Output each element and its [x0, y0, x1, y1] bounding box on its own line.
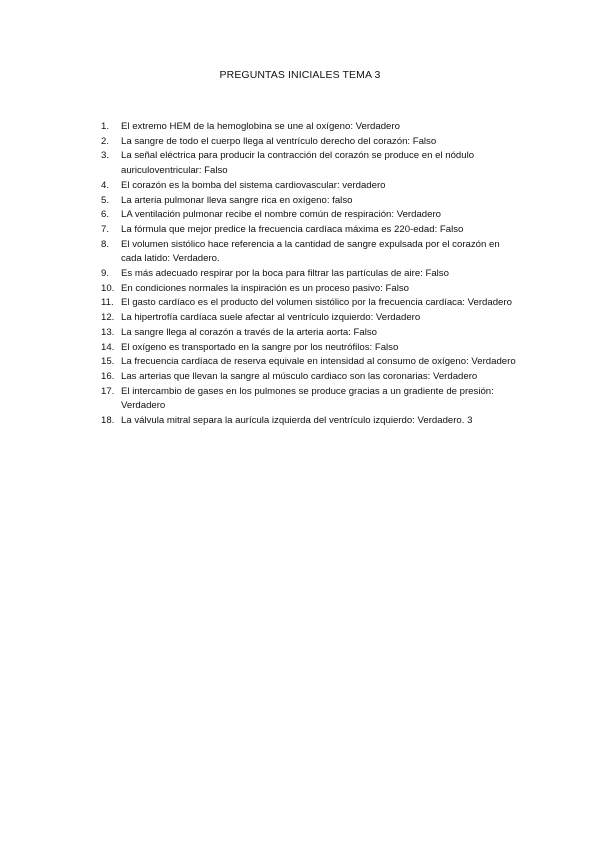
question-number: 17. — [101, 385, 115, 397]
question-item — [101, 370, 519, 385]
question-item — [101, 385, 519, 414]
question-text: La sangre de todo el cuerpo llega al ventrículo derecho del corazón: Falso — [121, 135, 437, 147]
question-item — [101, 208, 519, 223]
question-item — [101, 267, 519, 282]
question-text: La fórmula que mejor predice la frecuencia cardíaca máxima es 220-edad: Falso — [121, 223, 464, 235]
question-text: La válvula mitral separa la aurícula izquierda del ventrículo izquierdo: Verdadero. 3 — [121, 415, 473, 427]
question-number: 1. — [101, 121, 110, 132]
question-text: La frecuencia cardíaca de reserva equivale en intensidad al consumo de oxígeno: Verdadero — [121, 356, 516, 368]
question-text: El corazón es la bomba del sistema cardiovascular: verdadero — [121, 179, 386, 191]
question-number: 2. — [101, 135, 110, 147]
question-number: 9. — [101, 268, 110, 280]
question-text: El intercambio de gases en los pulmones se produce gracias a un gradiente de presión: Verdadero — [121, 385, 494, 412]
question-number: 8. — [101, 238, 110, 250]
question-text: La sangre llega al corazón a través de la arteria aorta: Falso — [121, 326, 377, 338]
question-list — [101, 120, 519, 429]
question-text: Es más adecuado respirar por la boca para filtrar las partículas de aire: Falso — [121, 268, 449, 280]
question-text: El gasto cardíaco es el producto del volumen sistólico por la frecuencia cardíaca: Verdadero — [121, 297, 512, 309]
question-text: La señal eléctrica para producir la contracción del corazón se produce en el nódulo auriculoventricular: Falso — [121, 150, 475, 177]
question-text: LA ventilación pulmonar recibe el nombre común de respiración: Verdadero — [121, 209, 441, 221]
question-number: 7. — [101, 223, 110, 235]
question-item — [101, 238, 519, 267]
question-number: 15. — [101, 356, 115, 368]
question-number: 10. — [101, 282, 115, 294]
question-item — [101, 194, 519, 209]
question-text: La hipertrofía cardíaca suele afectar al ventrículo izquierdo: Verdadero — [121, 312, 421, 324]
question-item — [101, 414, 519, 429]
question-number: 18. — [101, 415, 115, 427]
question-number: 5. — [101, 194, 110, 206]
question-item — [101, 149, 519, 178]
question-item — [101, 296, 519, 311]
question-item — [101, 341, 519, 356]
question-number: 16. — [101, 370, 115, 382]
question-number: 12. — [101, 312, 115, 324]
question-number: 11. — [101, 297, 114, 309]
question-text: En condiciones normales la inspiración es un proceso pasivo: Falso — [121, 282, 409, 294]
question-item — [101, 135, 519, 150]
question-item — [101, 326, 519, 341]
question-item — [101, 179, 519, 194]
question-number: 3. — [101, 150, 110, 162]
question-number: 13. — [101, 326, 115, 338]
question-text: El volumen sistólico hace referencia a la cantidad de sangre expulsada por el corazón en cada latido: Verdadero. — [121, 238, 500, 265]
question-number: 14. — [101, 341, 115, 353]
question-text: El extremo HEM de la hemoglobina se une al oxígeno: Verdadero — [121, 121, 400, 132]
question-item — [101, 223, 519, 238]
question-text: Las arterias que llevan la sangre al músculo cardiaco son las coronarias: Verdadero — [121, 370, 478, 382]
page-title: PREGUNTAS INICIALES TEMA 3 — [219, 69, 381, 81]
question-item — [101, 282, 519, 297]
question-number: 4. — [101, 179, 110, 191]
question-text: El oxígeno es transportado en la sangre por los neutrófilos: Falso — [121, 341, 399, 353]
question-item — [101, 120, 519, 135]
question-item — [101, 311, 519, 326]
question-text: La arteria pulmonar lleva sangre rica en oxígeno: falso — [121, 194, 353, 206]
question-number: 6. — [101, 209, 110, 221]
question-item — [101, 355, 519, 370]
